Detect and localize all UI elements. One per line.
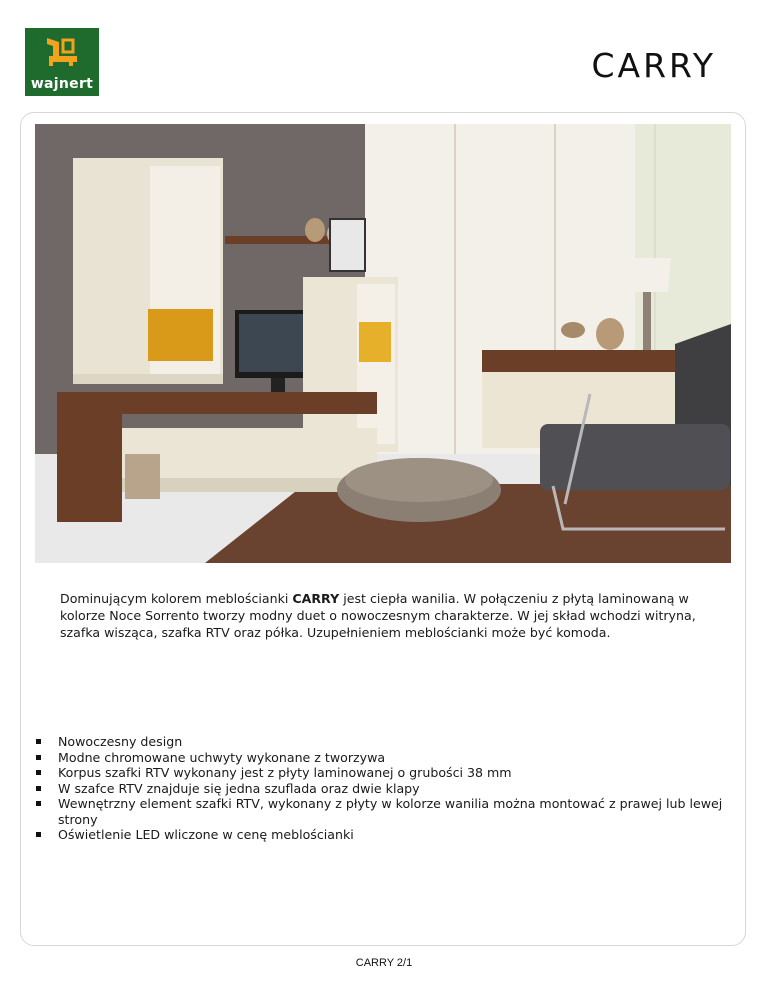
intro-paragraph [60,590,730,641]
feature-text: Nowoczesny design [58,734,183,749]
bullet-icon [36,832,41,837]
bullet-icon [36,755,41,760]
feature-text: W szafce RTV znajduje się jedna szuflada oraz dwie klapy [58,780,420,796]
feature-text: Korpus szafki RTV wykonany jest z płyty laminowanej o grubości 38 mm [58,765,512,780]
brand-logo [25,28,99,96]
bullet-icon [36,770,41,775]
bullet-icon [36,739,41,744]
feature-list [36,734,736,843]
feature-text: Oświetlenie LED wliczone w cenę meblościanki [58,827,354,842]
page-footer: CARRY 2/1 [355,957,413,969]
bullet-icon [36,786,41,791]
feature-item [36,765,736,781]
intro-product-name: CARRY [292,591,340,606]
intro-lead: Dominującym kolorem meblościanki [60,591,293,606]
logo-text: wajnert [30,76,94,92]
feature-text: Wewnętrzny element szafki RTV, wykonany z płyty w kolorze wanilia można montować z prawej lub lewej strony [58,796,723,827]
bullet-icon [36,801,41,806]
product-photo [35,124,731,563]
product-title: CARRY [591,46,716,85]
feature-item [36,750,736,766]
intro-rest: jest ciepła wanilia. W połączeniu z płytą laminowaną w kolorze Noce Sorrento tworzy modny duet o nowoczesnym charakterze. W jej skład wchodzi witryna, szafka wisząca, szafka RTV oraz półka. Uzupełnieniem meblościanki może być komoda. [60,591,696,640]
chair-logo-icon [43,34,81,70]
feature-item [36,734,736,750]
feature-item [36,781,736,797]
feature-text: Modne chromowane uchwyty wykonane z tworzywa [58,749,386,765]
feature-item [36,827,736,843]
feature-item [36,796,736,827]
